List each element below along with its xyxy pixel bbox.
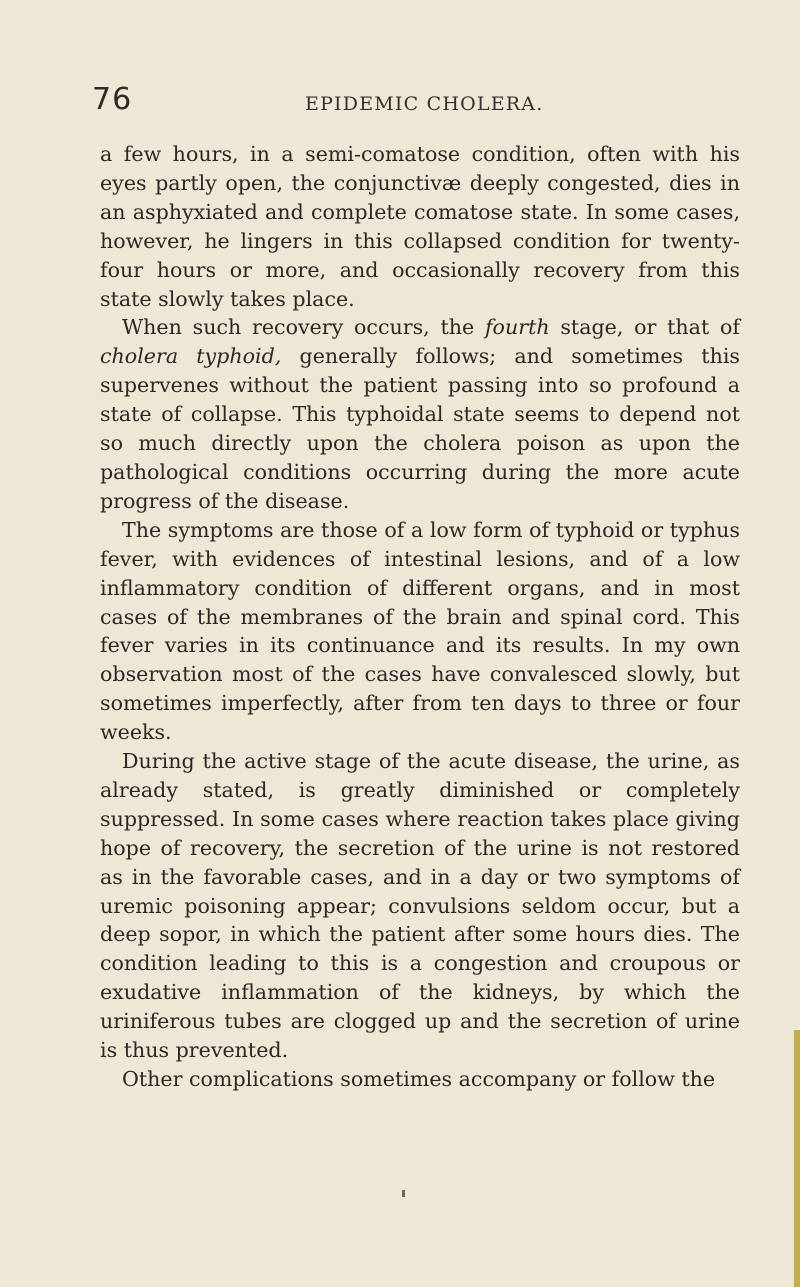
print-speck <box>402 1190 405 1197</box>
italic-term: fourth <box>484 315 550 340</box>
page-edge-stain <box>794 1030 800 1287</box>
paragraph-text: When such recovery occurs, the <box>122 315 485 340</box>
page-header <box>0 82 800 122</box>
paragraph-text: a few hours, in a semi-comatose condition, often with his eyes partly open, the conjunctivæ deeply congested, dies in an asphyxiated and complete comatose state. In some cases, however, he lingers in this collapsed condition for twenty-four hours or more, and occasionally recovery from this state slowly takes place. <box>100 142 740 311</box>
paragraph-text: Other complications sometimes accompany or follow the <box>122 1067 716 1091</box>
paragraph-text: generally follows; and sometimes this supervenes without the patient passing into so profound a state of collapse. This typhoidal state seems to depend not so much directly upon the cholera poison as upon the pathological conditions occurring during the more acute progress of the disease. <box>100 344 741 513</box>
paragraph <box>100 1065 740 1094</box>
page-number: 76 <box>92 82 133 117</box>
paragraph-text: The symptoms are those of a low form of typhoid or typhus fever, with evidences of intestinal lesions, and of a low inflammatory condition of different organs, and in most cases of the membranes of the brain and spinal cord. This fever varies in its continuance and its results. In my own observation most of the cases have convalesced slowly, but sometimes imperfectly, after from ten days to three or four weeks. <box>100 517 740 745</box>
paragraph <box>100 140 740 313</box>
paragraph-text: During the active stage of the acute disease, the urine, as already stated, is greatly diminished or completely suppressed. In some cases where reaction takes place giving hope of recovery, the secretion of the urine is not restored as in the favorable cases, and in a day or two symptoms of uremic poisoning appear; convulsions seldom occur, but a deep sopor, in which the patient after some hours dies. The condition leading to this is a congestion and croupous or exudative inflammation of the kidneys, by which the uriniferous tubes are clogged up and the secretion of urine is thus prevented. <box>100 749 740 1063</box>
paragraph <box>100 747 740 1065</box>
paragraph <box>100 313 740 515</box>
italic-term: cholera typhoid, <box>100 344 282 369</box>
paragraph <box>100 516 740 747</box>
body-text <box>100 140 740 1094</box>
paragraph-text: stage, or that of <box>549 315 740 340</box>
running-title: EPIDEMIC CHOLERA. <box>305 93 544 115</box>
